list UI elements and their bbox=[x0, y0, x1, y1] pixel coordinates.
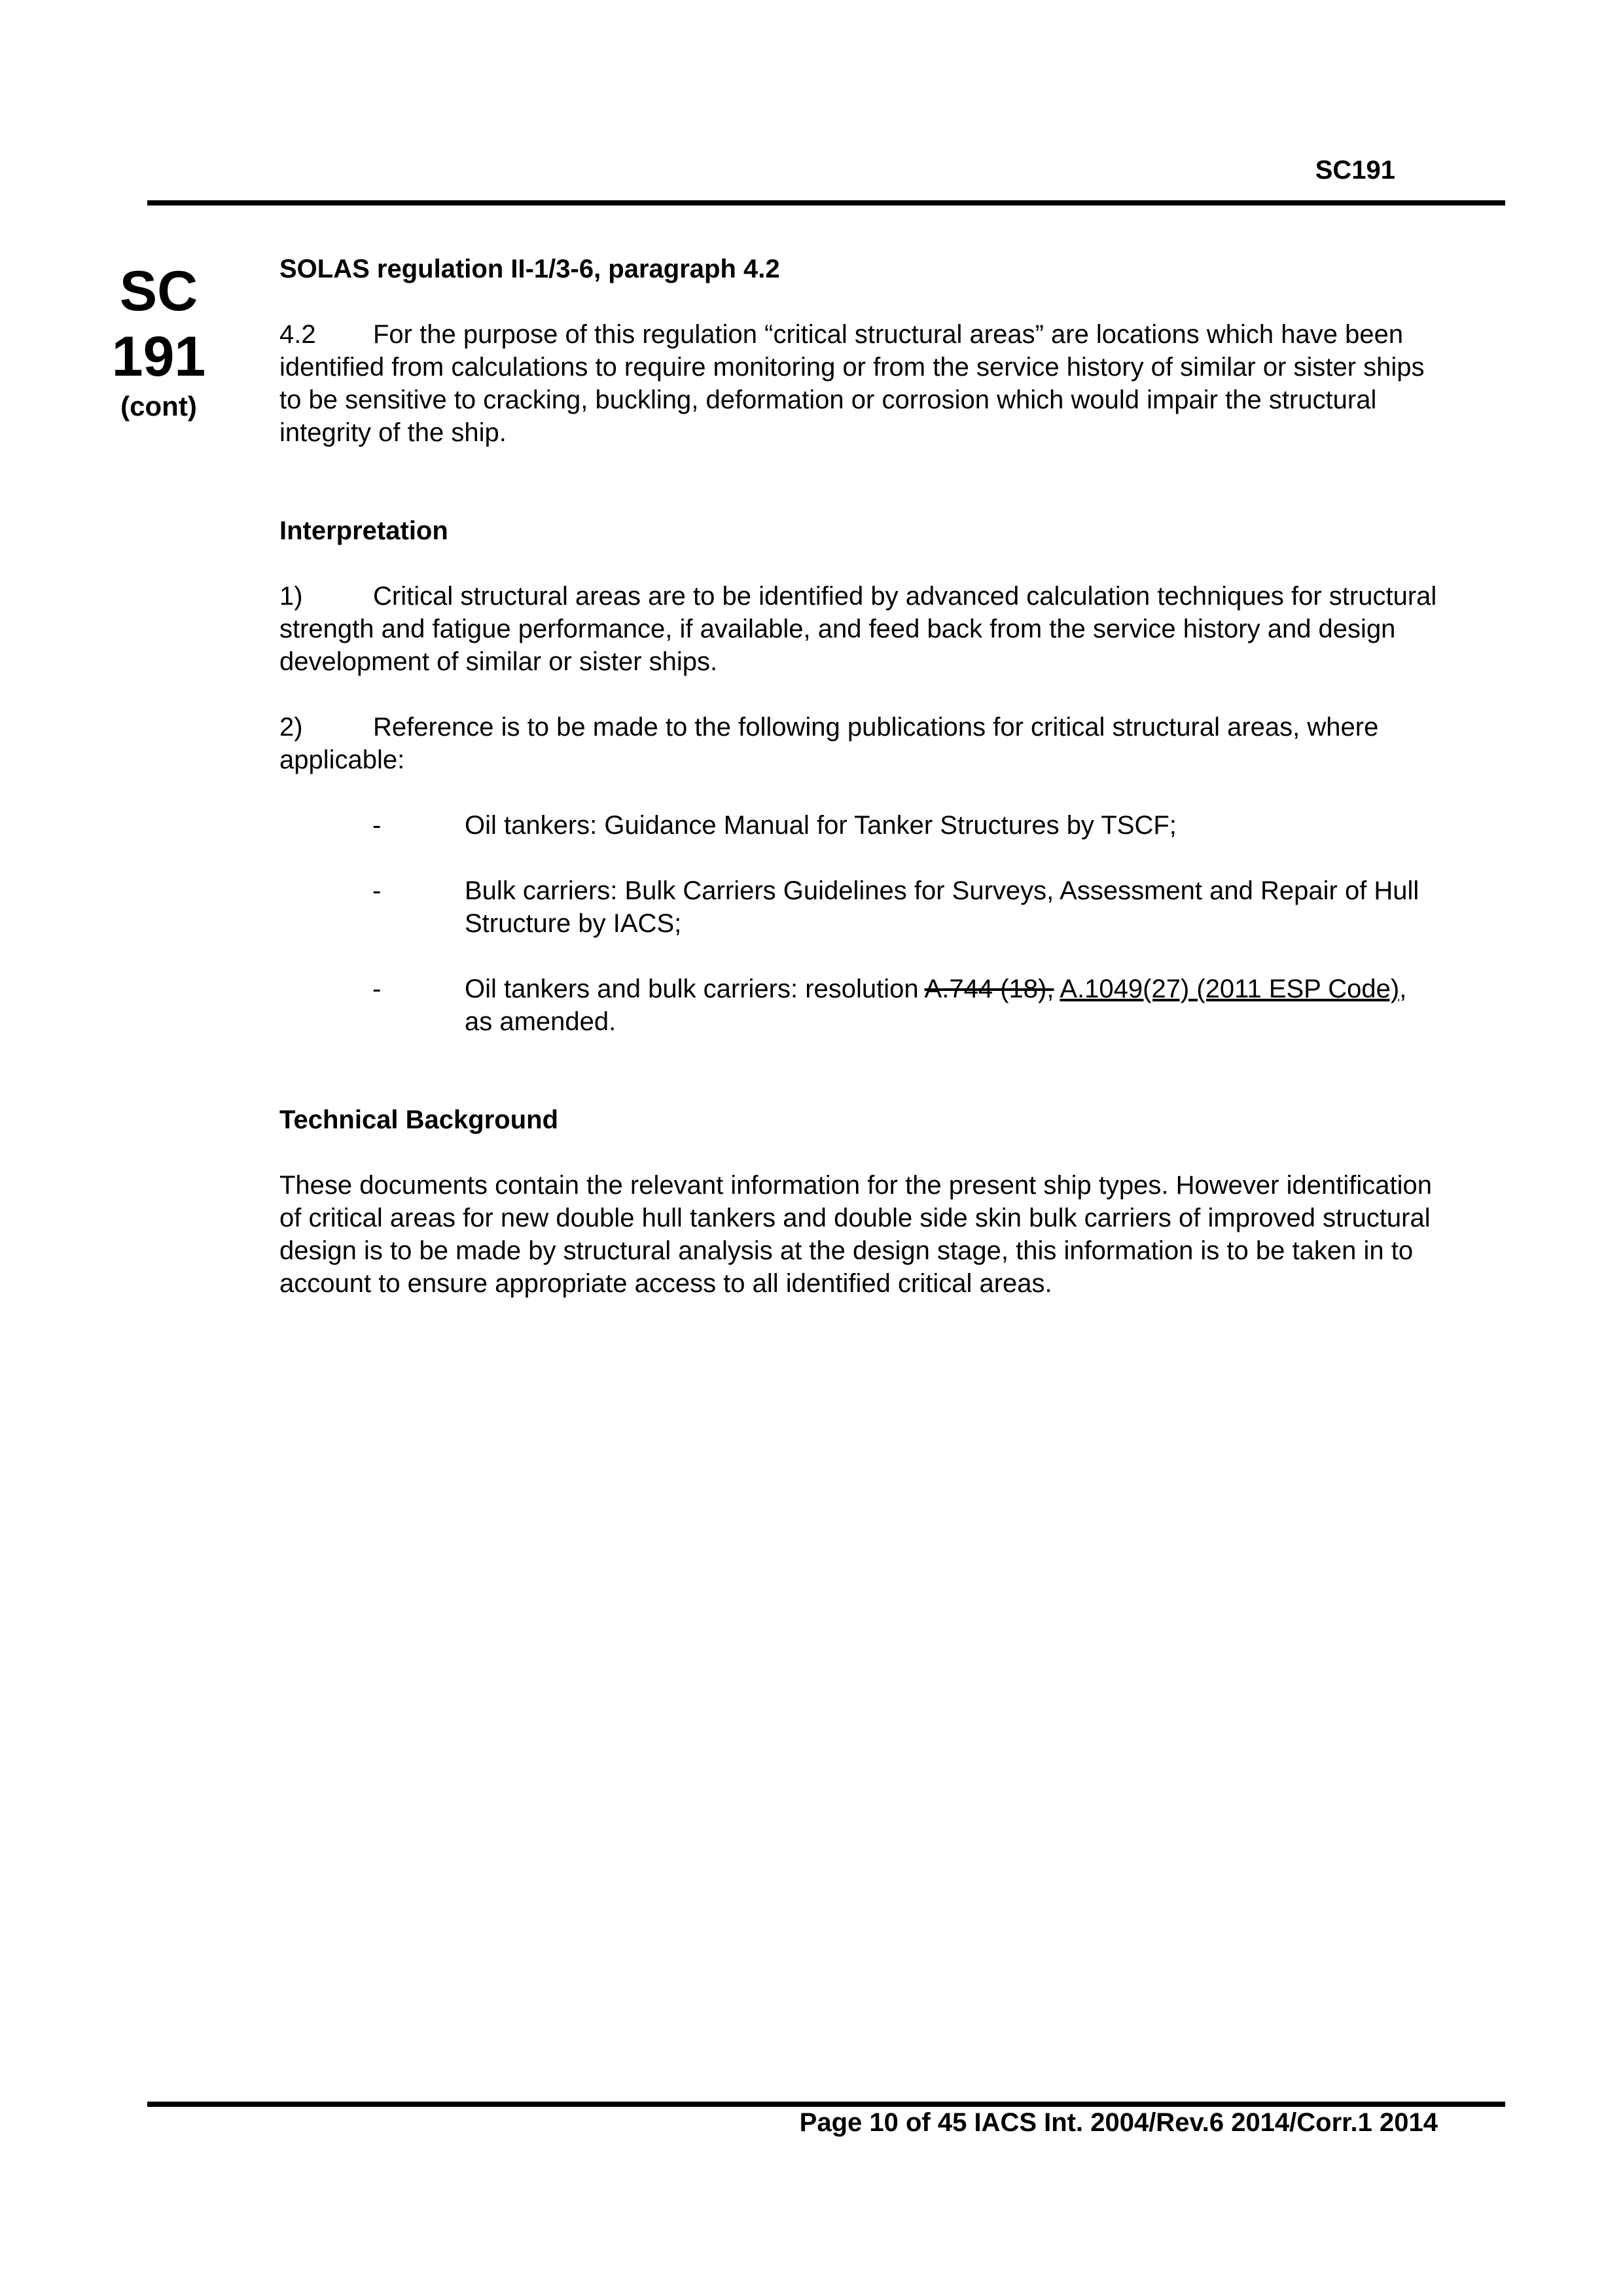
footer-page-info: Page 10 of 45 IACS Int. 2004/Rev.6 2014/Corr.1 2014 bbox=[799, 2108, 1438, 2137]
item-2-number: 2) bbox=[279, 713, 303, 742]
bullet-item bbox=[372, 809, 1438, 842]
bullet-text bbox=[465, 973, 1438, 1038]
bullet-item bbox=[372, 874, 1438, 940]
bullet-text-before: Oil tankers and bulk carriers: resolution bbox=[465, 975, 925, 1003]
item-2-text: Reference is to be made to the following publications for critical structural areas, where applicable: bbox=[279, 713, 1379, 774]
bullet-dash: - bbox=[372, 811, 382, 840]
interpretation-heading: Interpretation bbox=[279, 516, 448, 545]
bullet-dash: - bbox=[372, 975, 382, 1003]
bullet-text: Oil tankers: Guidance Manual for Tanker Structures by TSCF; bbox=[465, 811, 1177, 840]
technical-background-heading: Technical Background bbox=[279, 1105, 559, 1134]
inserted-reference: A.1049(27) (2011 ESP Code), bbox=[1060, 975, 1407, 1003]
bullet-item bbox=[372, 973, 1438, 1038]
header-rule bbox=[147, 200, 1505, 206]
bullet-text: Bulk carriers: Bulk Carriers Guidelines for Surveys, Assessment and Repair of Hull Structure by IACS; bbox=[465, 876, 1419, 938]
bullet-text-after: as amended. bbox=[465, 1007, 616, 1036]
bullet-dash: - bbox=[372, 876, 382, 905]
header-document-code: SC191 bbox=[1315, 156, 1395, 185]
interpretation-item-1 bbox=[279, 580, 1438, 678]
margin-tag bbox=[105, 259, 213, 423]
item-1-text: Critical structural areas are to be identified by advanced calculation techniques for structural strength and fatigue performance, if available, and feed back from the service history and design development of similar or sister ships. bbox=[279, 582, 1437, 676]
item-1-number: 1) bbox=[279, 582, 303, 611]
regulation-number: 4.2 bbox=[279, 320, 316, 349]
struck-reference: A.744 (18), bbox=[924, 975, 1054, 1003]
regulation-heading: SOLAS regulation II-1/3-6, paragraph 4.2 bbox=[279, 255, 780, 283]
document-body bbox=[279, 253, 1438, 1300]
regulation-paragraph bbox=[279, 318, 1438, 449]
margin-tag-number: 191 bbox=[111, 325, 206, 388]
regulation-text: For the purpose of this regulation “critical structural areas” are locations which have been identified from calculations to require monitoring or from the service history of similar or sister ships to be sensitive to cracking, buckling, deformation or corrosion which would impair the structural integrity of the ship. bbox=[279, 320, 1425, 447]
margin-tag-cont: (cont) bbox=[120, 391, 197, 422]
margin-tag-sc: SC bbox=[119, 260, 198, 323]
interpretation-item-2 bbox=[279, 711, 1438, 776]
technical-background-text: These documents contain the relevant information for the present ship types. However identification of critical areas for new double hull tankers and double side skin bulk carriers of improved structural design is to be made by structural analysis at the design stage, this information is to be taken in to account to ensure appropriate access to all identified critical areas. bbox=[279, 1171, 1432, 1298]
